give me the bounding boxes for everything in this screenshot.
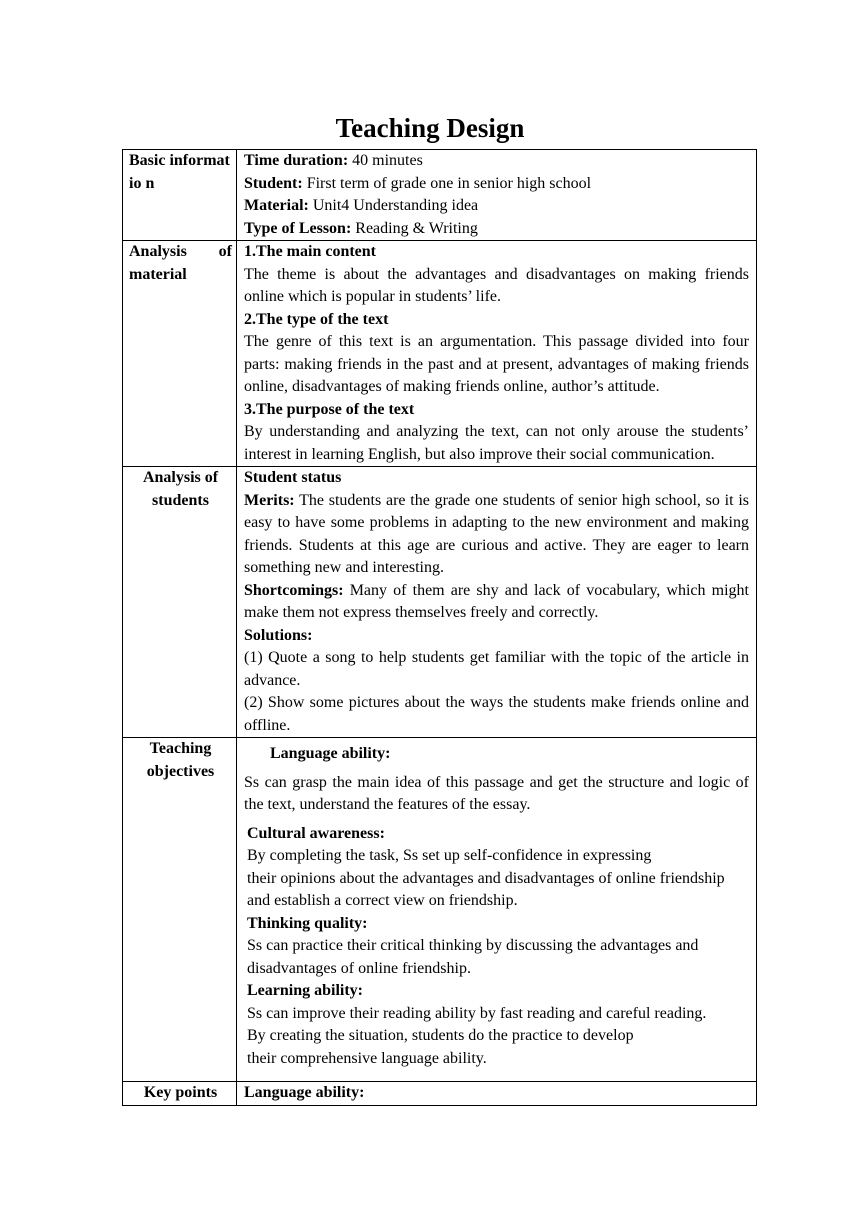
main-content-heading: 1.The main content bbox=[244, 243, 376, 260]
shortcomings-paragraph bbox=[244, 580, 749, 625]
time-duration-value: 40 minutes bbox=[348, 152, 423, 169]
material-analysis-label: Analysis of material bbox=[123, 241, 237, 467]
lesson-type-value: Reading & Writing bbox=[351, 219, 478, 237]
lesson-type-line bbox=[244, 218, 749, 241]
material-line bbox=[244, 195, 749, 218]
material-label: Material: bbox=[244, 197, 309, 214]
thinking-quality-line-2: disadvantages of online friendship. bbox=[247, 959, 471, 977]
students-analysis-label: Analysis of students bbox=[123, 467, 237, 738]
objectives-row bbox=[123, 738, 757, 1082]
basic-info-content bbox=[237, 150, 757, 241]
text-type-text: The genre of this text is an argumentation. This passage divided into four parts: making friends in the past and at present, advantages of making friends online, disadvantages of making friends online, author’s attitude. bbox=[244, 333, 749, 395]
students-analysis-content bbox=[237, 467, 757, 738]
solution-two: (2) Show some pictures about the ways the students make friends online and offline. bbox=[244, 694, 749, 734]
cultural-awareness-heading: Cultural awareness: bbox=[247, 824, 385, 842]
material-value: Unit4 Understanding idea bbox=[308, 197, 479, 214]
student-status-heading: Student status bbox=[244, 469, 342, 486]
time-duration-label: Time duration: bbox=[244, 152, 349, 169]
cultural-awareness-line-1: By completing the task, Ss set up self-confidence in expressing bbox=[247, 847, 652, 864]
student-label: Student: bbox=[244, 174, 303, 192]
thinking-quality-heading: Thinking quality: bbox=[247, 914, 368, 932]
text-type-heading: 2.The type of the text bbox=[244, 310, 389, 328]
cultural-awareness-line-2: their opinions about the advantages and disadvantages of online friendship bbox=[247, 869, 725, 887]
shortcomings-label: Shortcomings: bbox=[244, 581, 344, 599]
teaching-design-table bbox=[122, 149, 757, 1106]
basic-info-label: Basic informatio n bbox=[123, 150, 237, 241]
student-line bbox=[244, 173, 749, 196]
key-points-label: Key points bbox=[123, 1082, 237, 1106]
lesson-type-label: Type of Lesson: bbox=[244, 219, 352, 237]
main-content-text: The theme is about the advantages and disadvantages on making friends online which is popular in students’ life. bbox=[244, 265, 749, 305]
learning-ability-line-3: their comprehensive language ability. bbox=[247, 1049, 487, 1067]
key-points-row bbox=[123, 1082, 757, 1106]
key-points-content: Language ability: bbox=[237, 1082, 757, 1106]
page-title: Teaching Design bbox=[335, 113, 525, 143]
objectives-content bbox=[237, 738, 757, 1082]
merits-label: Merits: bbox=[244, 491, 295, 509]
language-ability-heading: Language ability: bbox=[270, 745, 391, 762]
material-analysis-content bbox=[237, 241, 757, 467]
shortcomings-text: Many of them are shy and lack of vocabulary, which might make them not express themselves freely and correctly. bbox=[244, 581, 749, 621]
learning-ability-line-2: By creating the situation, students do the practice to develop bbox=[247, 1027, 634, 1044]
merits-text: The students are the grade one students of senior high school, so it is easy to have some problems in adapting to the new environment and making friends. Students at this age are curious and active. They are eager to learn something new and interesting. bbox=[244, 491, 749, 576]
cultural-awareness-line-3: and establish a correct view on friendship. bbox=[247, 892, 518, 909]
objectives-label: Teaching objectives bbox=[123, 738, 237, 1082]
text-purpose-text: By understanding and analyzing the text, can not only arouse the students’ interest in learning English, but also improve their social communication. bbox=[244, 423, 749, 463]
material-analysis-row bbox=[123, 241, 757, 467]
students-analysis-row bbox=[123, 467, 757, 738]
learning-ability-heading: Learning ability: bbox=[247, 982, 364, 999]
learning-ability-line-1: Ss can improve their reading ability by fast reading and careful reading. bbox=[247, 1004, 707, 1022]
text-purpose-heading: 3.The purpose of the text bbox=[244, 400, 415, 418]
solution-one: (1) Quote a song to help students get familiar with the topic of the article in advance. bbox=[244, 649, 749, 689]
merits-paragraph bbox=[244, 490, 749, 580]
solutions-heading: Solutions: bbox=[244, 626, 313, 644]
time-duration-line bbox=[244, 150, 749, 173]
thinking-quality-line-1: Ss can practice their critical thinking by discussing the advantages and bbox=[247, 937, 699, 954]
basic-info-row bbox=[123, 150, 757, 241]
language-ability-text: Ss can grasp the main idea of this passage and get the structure and logic of the text, understand the features of the essay. bbox=[244, 773, 749, 813]
student-value: First term of grade one in senior high school bbox=[302, 174, 592, 192]
